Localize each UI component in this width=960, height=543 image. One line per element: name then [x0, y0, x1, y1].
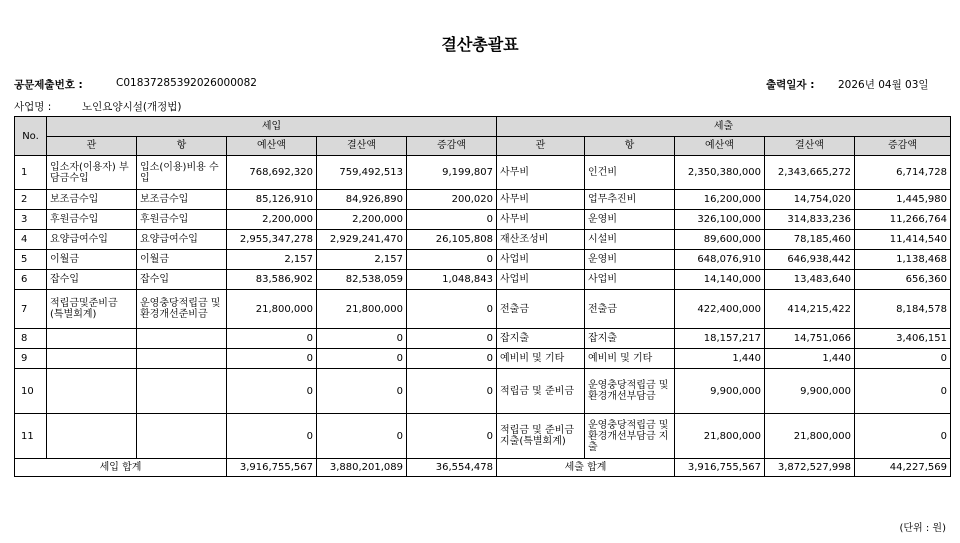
revenue-diff-cell: 0	[407, 329, 497, 349]
revenue-budget-cell: 0	[227, 329, 317, 349]
expense-budget-cell: 2,350,380,000	[675, 156, 765, 190]
expense-budget-cell: 9,900,000	[675, 369, 765, 414]
row-no-cell: 1	[15, 156, 47, 190]
unit-note: (단위 : 원)	[899, 523, 946, 534]
row-no-cell: 8	[15, 329, 47, 349]
expense-budget-header: 예산액	[675, 136, 765, 156]
expense-settlement-cell: 314,833,236	[765, 210, 855, 230]
revenue-hang-cell: 후원금수입	[137, 210, 227, 230]
revenue-budget-cell: 21,800,000	[227, 290, 317, 329]
table-row	[15, 329, 951, 349]
revenue-diff-cell: 0	[407, 290, 497, 329]
totals-row	[15, 459, 951, 477]
doc-no-label: 공문제출번호 :	[14, 79, 83, 91]
expense-total-diff: 44,227,569	[855, 459, 951, 477]
expense-diff-cell: 3,406,151	[855, 329, 951, 349]
revenue-settlement-header: 결산액	[317, 136, 407, 156]
expense-total-budget: 3,916,755,567	[675, 459, 765, 477]
expense-settlement-header: 결산액	[765, 136, 855, 156]
revenue-settlement-cell: 82,538,059	[317, 270, 407, 290]
revenue-budget-cell: 2,157	[227, 250, 317, 270]
revenue-settlement-cell: 2,929,241,470	[317, 230, 407, 250]
revenue-budget-cell: 768,692,320	[227, 156, 317, 190]
row-no-cell: 10	[15, 369, 47, 414]
row-no-cell: 2	[15, 190, 47, 210]
expense-hang-cell: 인건비	[585, 156, 675, 190]
expense-gwan-cell: 예비비 및 기타	[497, 349, 585, 369]
table-row	[15, 156, 951, 190]
revenue-budget-cell: 2,200,000	[227, 210, 317, 230]
expense-budget-cell: 422,400,000	[675, 290, 765, 329]
revenue-settlement-cell: 2,200,000	[317, 210, 407, 230]
revenue-settlement-cell: 84,926,890	[317, 190, 407, 210]
print-date-value: 2026년 04월 03일	[838, 79, 929, 91]
expense-settlement-cell: 646,938,442	[765, 250, 855, 270]
expense-gwan-cell: 사무비	[497, 190, 585, 210]
expense-gwan-cell: 사업비	[497, 250, 585, 270]
expense-settlement-cell: 14,751,066	[765, 329, 855, 349]
expense-gwan-header: 관	[497, 136, 585, 156]
expense-budget-cell: 14,140,000	[675, 270, 765, 290]
row-no-cell: 3	[15, 210, 47, 230]
revenue-total-diff: 36,554,478	[407, 459, 497, 477]
revenue-hang-cell: 요양급여수입	[137, 230, 227, 250]
revenue-gwan-cell: 후원금수입	[47, 210, 137, 230]
business-label: 사업명 :	[14, 101, 52, 113]
expense-hang-cell: 시설비	[585, 230, 675, 250]
expense-gwan-cell: 적립금 및 준비금	[497, 369, 585, 414]
expense-hang-cell: 업무추진비	[585, 190, 675, 210]
revenue-gwan-cell: 보조금수입	[47, 190, 137, 210]
table-row	[15, 250, 951, 270]
revenue-settlement-cell: 759,492,513	[317, 156, 407, 190]
revenue-diff-cell: 0	[407, 369, 497, 414]
expense-diff-cell: 8,184,578	[855, 290, 951, 329]
revenue-gwan-cell	[47, 369, 137, 414]
expense-gwan-cell: 적립금 및 준비금 지출(특별회계)	[497, 414, 585, 459]
revenue-settlement-cell: 0	[317, 349, 407, 369]
table-row	[15, 230, 951, 250]
revenue-settlement-cell: 21,800,000	[317, 290, 407, 329]
revenue-hang-cell	[137, 329, 227, 349]
revenue-hang-cell: 보조금수입	[137, 190, 227, 210]
revenue-gwan-cell	[47, 414, 137, 459]
revenue-diff-cell: 0	[407, 349, 497, 369]
expense-settlement-cell: 1,440	[765, 349, 855, 369]
revenue-hang-cell	[137, 369, 227, 414]
revenue-diff-cell: 200,020	[407, 190, 497, 210]
expense-budget-cell: 16,200,000	[675, 190, 765, 210]
expense-hang-cell: 사업비	[585, 270, 675, 290]
expense-diff-cell: 1,445,980	[855, 190, 951, 210]
revenue-total-budget: 3,916,755,567	[227, 459, 317, 477]
expense-gwan-cell: 재산조성비	[497, 230, 585, 250]
expense-hang-cell: 잡지출	[585, 329, 675, 349]
revenue-diff-cell: 9,199,807	[407, 156, 497, 190]
row-no-cell: 7	[15, 290, 47, 329]
expense-diff-cell: 656,360	[855, 270, 951, 290]
revenue-gwan-cell: 입소자(이용자) 부담금수입	[47, 156, 137, 190]
table-row	[15, 369, 951, 414]
expense-diff-cell: 11,266,764	[855, 210, 951, 230]
revenue-hang-cell: 운영충당적립금 및환경개선준비금	[137, 290, 227, 329]
expense-diff-cell: 1,138,468	[855, 250, 951, 270]
revenue-total-settlement: 3,880,201,089	[317, 459, 407, 477]
revenue-budget-cell: 0	[227, 414, 317, 459]
table-row	[15, 270, 951, 290]
revenue-gwan-cell	[47, 329, 137, 349]
expense-settlement-cell: 13,483,640	[765, 270, 855, 290]
row-no-cell: 9	[15, 349, 47, 369]
revenue-settlement-cell: 0	[317, 414, 407, 459]
revenue-budget-cell: 0	[227, 369, 317, 414]
table-row	[15, 210, 951, 230]
expense-hang-cell: 운영충당적립금 및 환경개선부담금 지출	[585, 414, 675, 459]
revenue-budget-cell: 0	[227, 349, 317, 369]
no-header: No.	[15, 117, 47, 156]
business-name: 노인요양시설(개정법)	[82, 101, 182, 113]
expense-diff-cell: 0	[855, 414, 951, 459]
row-no-cell: 6	[15, 270, 47, 290]
row-no-cell: 4	[15, 230, 47, 250]
revenue-settlement-cell: 2,157	[317, 250, 407, 270]
expense-diff-cell: 0	[855, 349, 951, 369]
expense-gwan-cell: 사업비	[497, 270, 585, 290]
expense-hang-cell: 운영비	[585, 210, 675, 230]
page-title: 결산총괄표	[441, 35, 519, 54]
expense-gwan-cell: 사무비	[497, 156, 585, 190]
expense-settlement-cell: 14,754,020	[765, 190, 855, 210]
revenue-header: 세입	[47, 117, 497, 137]
revenue-diff-cell: 1,048,843	[407, 270, 497, 290]
revenue-diff-cell: 26,105,808	[407, 230, 497, 250]
expense-hang-cell: 전출금	[585, 290, 675, 329]
revenue-diff-cell: 0	[407, 250, 497, 270]
revenue-budget-cell: 83,586,902	[227, 270, 317, 290]
revenue-budget-header: 예산액	[227, 136, 317, 156]
expense-budget-cell: 648,076,910	[675, 250, 765, 270]
revenue-settlement-cell: 0	[317, 329, 407, 349]
table-row	[15, 349, 951, 369]
expense-header: 세출	[497, 117, 951, 137]
revenue-budget-cell: 85,126,910	[227, 190, 317, 210]
row-no-cell: 11	[15, 414, 47, 459]
revenue-budget-cell: 2,955,347,278	[227, 230, 317, 250]
expense-gwan-cell: 전출금	[497, 290, 585, 329]
table-row	[15, 190, 951, 210]
expense-hang-cell: 운영충당적립금 및 환경개선부담금	[585, 369, 675, 414]
expense-budget-cell: 18,157,217	[675, 329, 765, 349]
revenue-gwan-cell: 이월금	[47, 250, 137, 270]
table-row	[15, 290, 951, 329]
ledger-body	[15, 156, 951, 459]
expense-budget-cell: 1,440	[675, 349, 765, 369]
print-date-label: 출력일자 :	[766, 79, 815, 91]
table-row	[15, 414, 951, 459]
settlement-summary-table	[14, 116, 951, 477]
revenue-diff-cell: 0	[407, 210, 497, 230]
expense-diff-cell: 0	[855, 369, 951, 414]
expense-settlement-cell: 21,800,000	[765, 414, 855, 459]
expense-budget-cell: 326,100,000	[675, 210, 765, 230]
revenue-hang-cell: 입소(이용)비용 수입	[137, 156, 227, 190]
revenue-hang-cell	[137, 349, 227, 369]
revenue-diff-cell: 0	[407, 414, 497, 459]
row-no-cell: 5	[15, 250, 47, 270]
expense-budget-cell: 21,800,000	[675, 414, 765, 459]
expense-hang-cell: 운영비	[585, 250, 675, 270]
revenue-gwan-cell	[47, 349, 137, 369]
expense-diff-cell: 6,714,728	[855, 156, 951, 190]
revenue-diff-header: 증감액	[407, 136, 497, 156]
doc-no-value: C01837285392026000082	[116, 77, 257, 89]
revenue-hang-cell: 이월금	[137, 250, 227, 270]
expense-settlement-cell: 9,900,000	[765, 369, 855, 414]
revenue-settlement-cell: 0	[317, 369, 407, 414]
expense-hang-cell: 예비비 및 기타	[585, 349, 675, 369]
revenue-total-label: 세입 합계	[15, 459, 227, 477]
expense-hang-header: 항	[585, 136, 675, 156]
expense-diff-cell: 11,414,540	[855, 230, 951, 250]
revenue-hang-header: 항	[137, 136, 227, 156]
revenue-gwan-cell: 적립금및준비금 (특별회계)	[47, 290, 137, 329]
revenue-hang-cell: 잡수입	[137, 270, 227, 290]
expense-gwan-cell: 사무비	[497, 210, 585, 230]
expense-settlement-cell: 414,215,422	[765, 290, 855, 329]
revenue-gwan-header: 관	[47, 136, 137, 156]
revenue-gwan-cell: 요양급여수입	[47, 230, 137, 250]
expense-budget-cell: 89,600,000	[675, 230, 765, 250]
expense-total-settlement: 3,872,527,998	[765, 459, 855, 477]
revenue-gwan-cell: 잡수입	[47, 270, 137, 290]
revenue-hang-cell	[137, 414, 227, 459]
expense-settlement-cell: 2,343,665,272	[765, 156, 855, 190]
expense-diff-header: 증감액	[855, 136, 951, 156]
expense-gwan-cell: 잡지출	[497, 329, 585, 349]
expense-total-label: 세출 합계	[497, 459, 675, 477]
expense-settlement-cell: 78,185,460	[765, 230, 855, 250]
